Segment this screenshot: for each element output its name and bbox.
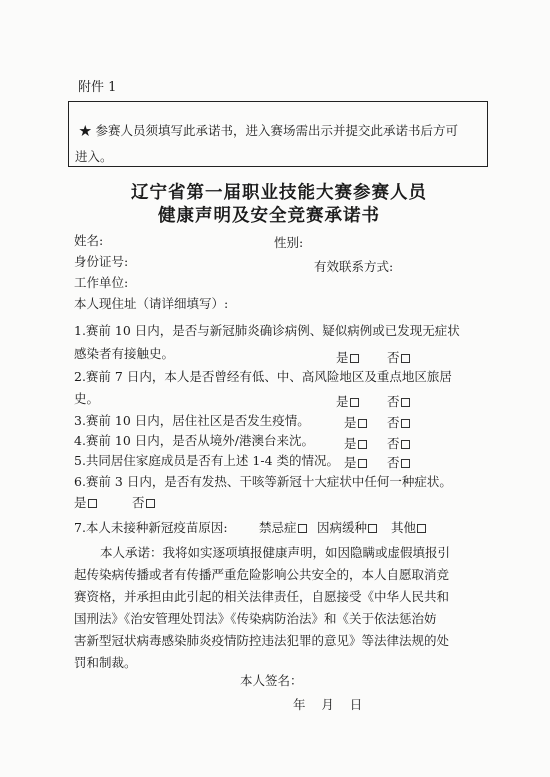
work-field-label: 工作单位: [74,275,129,290]
checkbox-icon[interactable] [358,459,367,468]
q4-yes-option[interactable]: 是 [344,434,367,452]
address-field-label: 本人现住址（请详细填写）: [74,296,229,311]
star-icon: ★ [79,123,92,138]
contact-field-label: 有效联系方式: [314,259,394,274]
question-4: 4.赛前 10 日内，是否从境外/港澳台来沈。 [74,433,314,448]
q1-yes-option[interactable]: 是 [336,348,359,366]
checkbox-icon[interactable] [350,398,359,407]
pledge-line1: 本人承诺：我将如实逐项填报健康声明，如因隐瞒或虚假填报引 [100,545,451,560]
notice-line2: 进入。 [75,149,113,164]
question-1-line1: 1.赛前 10 日内，是否与新冠肺炎确诊病例、疑似病例或已发现无症状 [74,323,460,338]
checkbox-icon[interactable] [401,354,410,363]
signature-date: 年 月 日 [293,697,363,712]
question-7: 7.本人未接种新冠疫苗原因: [74,520,228,535]
title-line1: 辽宁省第一届职业技能大赛参赛人员 [131,183,427,203]
question-2-line1: 2.赛前 7 日内，本人是否曾经有低、中、高风险地区及重点地区旅居 [74,369,452,384]
question-2-line2: 史。 [74,391,100,406]
q7-delay-option[interactable]: 因病缓种 [317,518,377,536]
name-field-label: 姓名: [74,233,104,248]
checkbox-icon[interactable] [350,354,359,363]
q3-yes-option[interactable]: 是 [344,413,367,431]
checkbox-icon[interactable] [417,524,426,533]
checkbox-icon[interactable] [401,459,410,468]
checkbox-icon[interactable] [401,398,410,407]
q5-yes-option[interactable]: 是 [344,453,367,471]
attachment-label: 附件 1 [78,80,117,95]
checkbox-icon[interactable] [401,419,410,428]
pledge-line3: 赛资格，并承担由此引起的相关法律责任，自愿接受《中华人民共和 [74,589,450,604]
gender-field-label: 性别: [274,235,304,250]
pledge-line6: 罚和制裁。 [74,655,137,670]
q7-other-option[interactable]: 其他 [391,518,426,536]
q5-no-option[interactable]: 否 [387,453,410,471]
pledge-line4: 国刑法》《治安管理处罚法》《传染病防治法》和《关于依法惩治妨 [74,611,437,626]
title-line2: 健康声明及安全竞赛承诺书 [158,206,380,226]
checkbox-icon[interactable] [298,524,307,533]
question-3: 3.赛前 10 日内，居住社区是否发生疫情。 [74,413,310,428]
checkbox-icon[interactable] [146,499,155,508]
notice-line1 [79,121,458,139]
signature-label: 本人签名： [240,673,303,688]
notice-text: 参赛人员须填写此承诺书，进入赛场需出示并提交此承诺书后方可 [95,123,459,138]
checkbox-icon[interactable] [358,419,367,428]
checkbox-icon[interactable] [368,524,377,533]
checkbox-icon[interactable] [88,499,97,508]
question-6-line1: 6.赛前 3 日内，是否有发热、干咳等新冠十大症状中任何一种症状。 [74,474,452,489]
id-field-label: 身份证号: [74,254,129,269]
q4-no-option[interactable]: 否 [387,434,410,452]
notice-box [68,101,488,167]
q7-contraindication-option[interactable]: 禁忌症 [259,518,307,536]
q6-yes-option[interactable]: 是 [74,493,97,511]
q3-no-option[interactable]: 否 [387,413,410,431]
question-1-line2: 感染者有接触史。 [74,346,175,361]
question-5: 5.共同居住家庭成员是否有上述 1-4 类的情况。 [74,453,340,468]
pledge-line5: 害新型冠状病毒感染肺炎疫情防控违法犯罪的意见》等法律法规的处 [74,633,450,648]
q2-no-option[interactable]: 否 [387,392,410,410]
pledge-line2: 起传染病传播或者有传播严重危险影响公共安全的，本人自愿取消竞 [74,567,450,582]
q6-no-option[interactable]: 否 [132,493,155,511]
checkbox-icon[interactable] [358,440,367,449]
q1-no-option[interactable]: 否 [387,348,410,366]
q2-yes-option[interactable]: 是 [336,392,359,410]
checkbox-icon[interactable] [401,440,410,449]
